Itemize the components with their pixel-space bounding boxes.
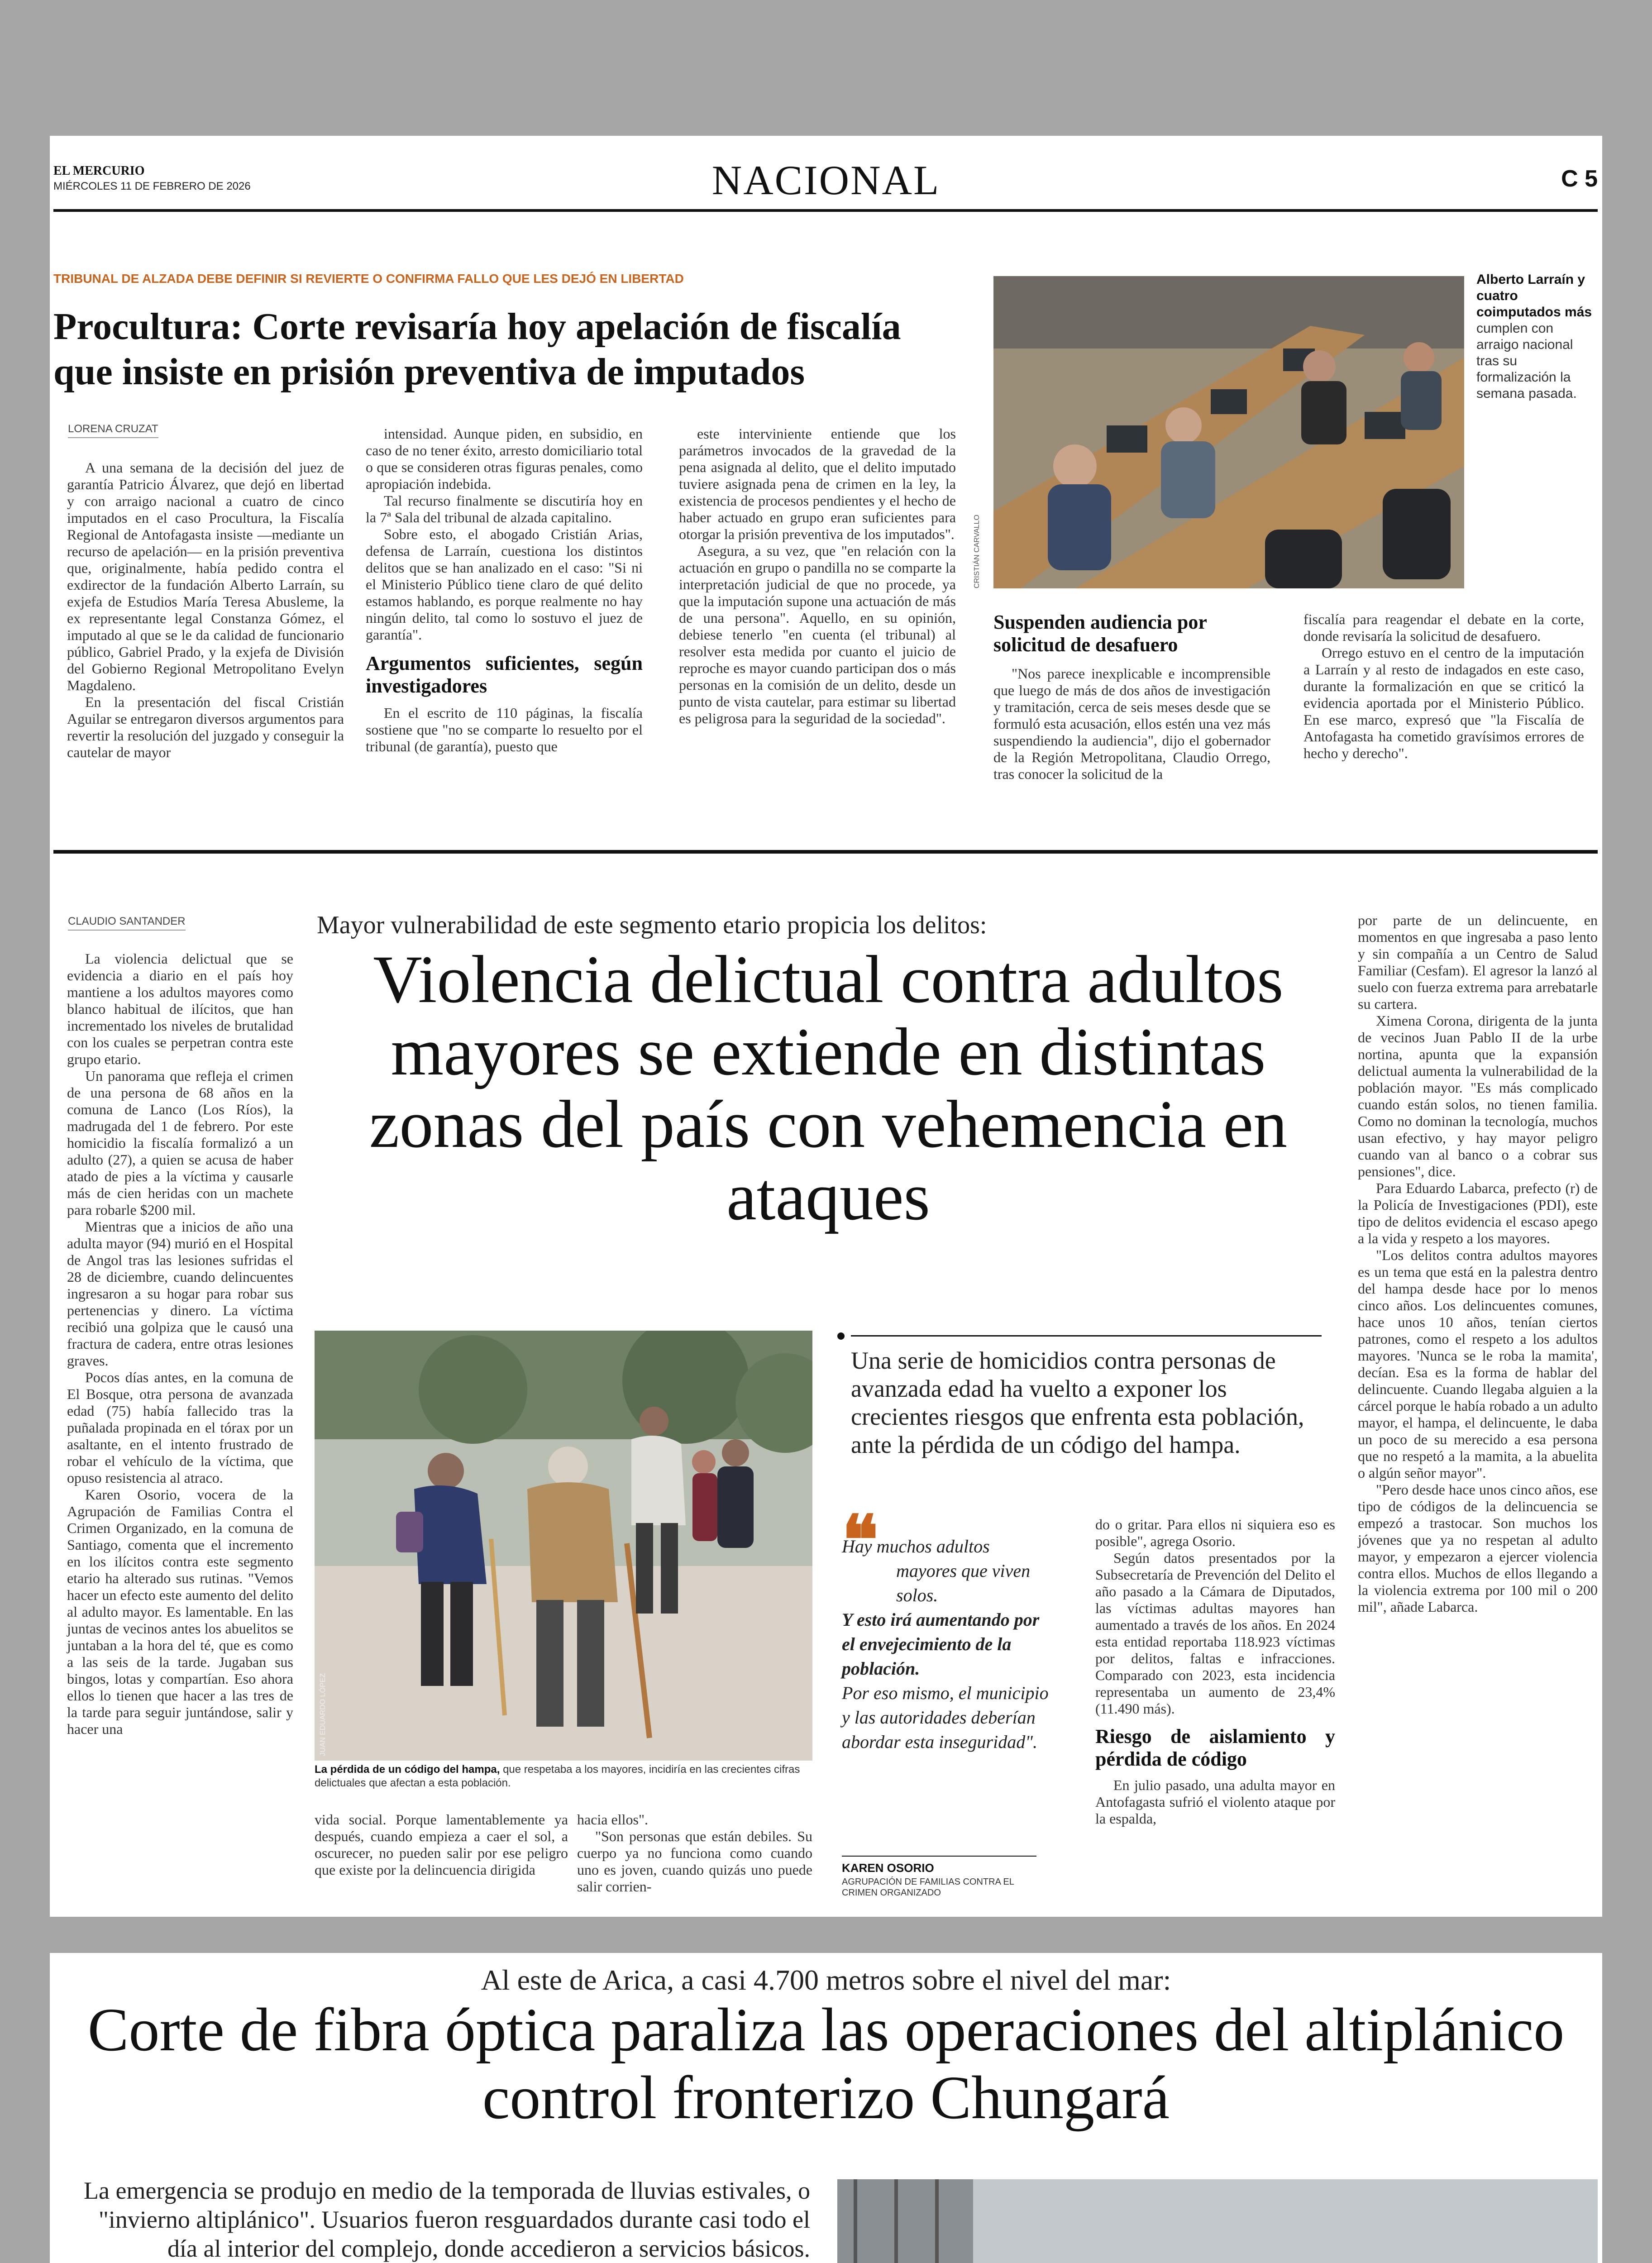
paragraph: Según datos presentados por la Subsecretaría de Prevención del Delito el año pasado a la Cámara de Diputados, las víctimas adultas mayores han aumentado a través de los años. En 2024 esta entidad reportaba 118.923 víctimas por delitos, faltas e infracciones. Comparado con 2023, esta incidencia representaba un aumento de 23,4% (11.490 más).: [1095, 1550, 1335, 1717]
paragraph: por parte de un delincuente, en momentos en que ingresaba a paso lento y sin compañía a un Centro de Salud Familiar (Cesfam). El agresor la lanzó al suelo con fuerza extrema para arrebatarle su cartera.: [1358, 912, 1598, 1012]
paragraph: Ximena Corona, dirigenta de la junta de vecinos Juan Pablo II de la urbe nortina, apunta que la expansión delictual aumenta la vulnerabilidad de la población mayor. "Es más complicado cuando están solos, no tienen familia. Como no dominan la tecnología, muchos usan efectivo, y hay mayor peligro cuando van al banco o a cobrar sus pensiones", dice.: [1358, 1012, 1598, 1179]
article2-subhead: Riesgo de aislamiento y pérdida de código: [1095, 1725, 1335, 1770]
article2-photo: [315, 1331, 812, 1761]
quote-role: AGRUPACIÓN DE FAMILIAS CONTRA EL CRIMEN ORGANIZADO: [842, 1877, 1014, 1898]
article2-col5: [1358, 912, 1598, 1615]
paragraph: Para Eduardo Labarca, prefecto (r) de la Policía de Investigaciones (PDI), este tipo de delitos evidencia el escaso apego a la vida y respeto a los mayores.: [1358, 1180, 1598, 1246]
article2-col1: [67, 950, 293, 1738]
paragraph: En la presentación del fiscal Cristián Aguilar se entregaron diversos argumentos para revertir la resolución del juzgado y conseguir la cautelar de mayor: [67, 694, 344, 760]
paragraph: Orrego estuvo en el centro de la imputación a Larraín y al resto de indagados en este caso, durante la formalización en que se criticó la evidencia aportada por el Ministerio Público. En ese marco, expresó que "la Fiscalía de Antofagasta ha cometido gravísimos errores de hecho y derecho".: [1303, 645, 1584, 761]
paragraph: fiscalía para reagendar el debate en la corte, donde revisaría la solicitud de desafuero.: [1303, 611, 1584, 644]
quote-part-b: Y esto irá aumentando por el envejecimiento de la población.: [842, 1609, 1040, 1679]
article2-bottom-col1: [315, 1811, 568, 1878]
caption-text: que respetaba a los mayores, incidiría en las crecientes cifras delictuales que afectan a esta población.: [315, 1763, 800, 1789]
article2-kicker: Mayor vulnerabilidad de este segmento etario propicia los delitos:: [317, 911, 987, 939]
article1-headline: Procultura: Corte revisaría hoy apelación de fiscalía que insiste en prisión preventiva de imputados: [53, 306, 901, 393]
paragraph: "Pero desde hace unos cinco años, ese tipo de códigos de la delincuencia se empezó a trastocar. Son muchos los jóvenes que ya no respetan al adulto mayor, y empezaron a ejercer violencia contra ellos. Muchos de ellos llegando a la violencia extrema por 100 mil o 200 mil", añade Labarca.: [1358, 1481, 1598, 1615]
quote-author: KAREN OSORIO: [842, 1861, 934, 1875]
article3-photo: [837, 2179, 1598, 2263]
paragraph: Sobre esto, el abogado Cristián Arias, defensa de Larraín, cuestiona los distintos delitos que se han analizado en el caso: "Si ni el Ministerio Público tiene claro de qué delito estamos hablando, es porque realmente no hay ningún delito, tal como lo sostuvo el juez de garantía".: [366, 526, 643, 643]
trucks-snow-illustration: [837, 2179, 1598, 2263]
paragraph: Karen Osorio, vocera de la Agrupación de Familias Contra el Crimen Organizado, en la comuna de Santiago, comenta que el incremento en los ilícitos contra este segmento etario ha alterado sus rutinas. "Vemos hacer un efecto este aumento del delito al adulto mayor. Es lamentable. En las juntas de vecinos antes los abuelitos se juntaban a la hora del té, que es como a las seis de la tarde. Jugaban sus bingos, lotas y compartían. Eso ahora ellos lo tienen que hacer a las tres de la tarde para seguir juntándose, salir y hacer una: [67, 1486, 293, 1737]
quote-part-a: Hay muchos adultos mayores que viven solos.: [842, 1536, 1031, 1605]
quote-part-c: Por eso mismo, el municipio y las autoridades deberían abordar esta inseguridad".: [842, 1683, 1049, 1752]
section-title: NACIONAL: [711, 157, 941, 203]
caption-lead: Alberto Larraín y cuatro coimputados más: [1476, 272, 1592, 320]
article2-col4: [1095, 1516, 1335, 1827]
paragraph: do o gritar. Para ellos ni siquiera eso es posible", agrega Osorio.: [1095, 1516, 1335, 1549]
issue-date: MIÉRCOLES 11 DE FEBRERO DE 2026: [53, 180, 251, 192]
article1-col5: [1303, 611, 1584, 762]
article1-photo-caption: [1476, 272, 1599, 402]
article2-bottom-col2: [577, 1811, 812, 1895]
summary-bullet: [837, 1332, 845, 1340]
paragraph: "Los delitos contra adultos mayores es un tema que está en la palestra dentro del hampa desde hace por lo menos cinco años. Los delincuentes comunes, hace unos 10 años, tenían ciertos patrones, como el respeto a los adultos mayores. 'Nunca se le roba la mamita', decían. Esa es la forma de hablar del delincuente. Cuando llegaba alguien a la cárcel porque le había robado a un adulto mayor, el hampa, el delincuente, le daba un poco de su merecido a esa persona que no respetó a la mamita, a la abuelita o algún señor mayor".: [1358, 1247, 1598, 1481]
paragraph: Un panorama que refleja el crimen de una persona de 68 años en la comuna de Lanco (Los Ríos), la madrugada del 1 de febrero. Por este homicidio la fiscalía formalizó a un adulto (27), a quien se acusa de haber atado de pies a la víctima y causarle más de cien heridas con un machete para robarle $200 mil.: [67, 1068, 293, 1218]
article1-col3: [679, 425, 956, 727]
quote-author-rule: [842, 1856, 1036, 1857]
paragraph: "Son personas que están debiles. Su cuerpo ya no funciona como cuando uno es joven, cuando quizás uno puede salir corrien-: [577, 1828, 812, 1895]
page-frame-gap: [0, 1917, 1652, 1953]
pull-quote: [842, 1534, 1050, 1754]
caption-text: cumplen con arraigo nacional tras su formalización la semana pasada.: [1476, 321, 1577, 401]
elderly-walkers-illustration: [315, 1331, 812, 1761]
paragraph: A una semana de la decisión del juez de garantía Patricio Álvarez, que dejó en libertad y con arraigo nacional a cuatro de cinco imputados en el caso Procultura, la Fiscalía Regional de Antofagasta insiste —mediante un recurso de apelación— en la prisión preventiva que, originalmente, había pedido contra el exdirector de la fundación Alberto Larraín, su exjefa de Estudios María Teresa Abusleme, la ex representante legal Constanza Gómez, el imputado al que se le da calidad de funcionario público, Gabriel Prado, y la exjefa de División del Gobierno Regional Metropolitano Evelyn Magdaleno.: [67, 459, 344, 693]
section-divider: [53, 850, 1598, 854]
article3-summary: La emergencia se produjo en medio de la temporada de lluvias estivales, o "invierno altiplánico". Usuarios fueron resguardados durante casi todo el día al interior del complejo, donde accedieron a servicios básicos.: [84, 2177, 810, 2262]
paragraph: intensidad. Aunque piden, en subsidio, en caso de no tener éxito, arresto domiciliario total o que se consideren otras figuras penales, como apropiación indebida.: [366, 425, 643, 492]
paragraph: "Nos parece inexplicable e incomprensible que luego de más de dos años de investigación y tramitación, cerca de seis meses desde que se formuló esta acusación, ellos estén una vez más suspendiendo la audiencia", dijo el gobernador de la Región Metropolitana, Claudio Orrego, tras conocer la solicitud de la: [993, 665, 1270, 782]
article1-col1: [67, 459, 344, 761]
article1-photo-credit: CRISTIÁN CARVALLO: [973, 514, 981, 588]
article1-byline-wrap: [68, 423, 158, 438]
paragraph: Mientras que a inicios de año una adulta mayor (94) murió en el Hospital de Angol tras las lesiones sufridas el 28 de diciembre, cuando delincuentes ingresaron a su hogar para robar sus pertenencias y dinero. La víctima recibió una golpiza que le causó una fractura de cadera, entre otras lesiones graves.: [67, 1218, 293, 1369]
article3-kicker: Al este de Arica, a casi 4.700 metros sobre el nivel del mar:: [481, 1964, 1171, 1996]
quote-mark-icon: ❝: [842, 1504, 879, 1579]
paragraph: Tal recurso finalmente se discutiría hoy en la 7ª Sala del tribunal de alzada capitalino.: [366, 492, 643, 525]
article2-byline-wrap: [68, 915, 186, 931]
paragraph: En julio pasado, una adulta mayor en Antofagasta sufrió el violento ataque por la espalda,: [1095, 1777, 1335, 1827]
article2-summary: Una serie de homicidios contra personas de avanzada edad ha vuelto a exponer los crecientes riesgos que enfrenta esta población, ante la pérdida de un código del hampa.: [851, 1347, 1304, 1458]
paragraph: este interviniente entiende que los parámetros invocados de la gravedad de la pena asignada al delito, que el delito imputado tuviere asignada pena de crimen en la ley, la existencia de procesos pendientes y el hecho de haber actuado en grupo eran suficientes para otorgar la prisión preventiva de los imputados".: [679, 425, 956, 542]
summary-rule: [851, 1335, 1322, 1337]
page-number: C 5: [1561, 166, 1598, 192]
article1-kicker: TRIBUNAL DE ALZADA DEBE DEFINIR SI REVIERTE O CONFIRMA FALLO QUE LES DEJÓ EN LIBERTAD: [53, 272, 684, 286]
newspaper-name: EL MERCURIO: [53, 164, 145, 178]
paragraph: Pocos días antes, en la comuna de El Bosque, otra persona de avanzada edad (75) había fallecido tras la puñalada propinada en el tórax por un asaltante, en el intento frustrado de robar el vehículo de la víctima, que opuso resistencia al atraco.: [67, 1369, 293, 1486]
paragraph: Asegura, a su vez, que "en relación con la actuación en grupo o pandilla no se comparte la interpretación judicial de que no procede, ya que la imputación supone una actuación de más de una persona". Aquello, en su opinión, debiese tenerlo "en cuenta (el tribunal) al resolver esta medida por cuanto el juicio de reproche es mayor cuando participan dos o más personas en la comisión de un delito, desde un punto de vista cautelar, para estimar su libertad es peligrosa para la seguridad de la sociedad".: [679, 543, 956, 726]
caption-lead: La pérdida de un código del hampa,: [315, 1763, 500, 1776]
paragraph: vida social. Porque lamentablemente ya después, cuando empieza a caer el sol, a oscurecer, no pueden salir por ese peligro que existe por la delincuencia dirigida: [315, 1811, 568, 1878]
article1-col2: [366, 425, 643, 755]
page-frame-top: [0, 0, 1652, 136]
article2-photo-credit: JUAN EDUARDO LÓPEZ: [319, 1673, 327, 1756]
article1-col4: [993, 665, 1270, 783]
paragraph: La violencia delictual que se evidencia a diario en el país hoy mantiene a los adultos mayores como blanco habitual de ilícitos, que han incrementado los niveles de brutalidad con los cuales se perpetran contra este grupo etario.: [67, 950, 293, 1067]
paragraph: En el escrito de 110 páginas, la fiscalía sostiene que "no se comparte lo resuelto por el tribunal (de garantía), puesto que: [366, 705, 643, 754]
article1-byline: LORENA CRUZAT: [68, 423, 158, 438]
article2-photo-caption: [315, 1763, 812, 1790]
article2-byline: CLAUDIO SANTANDER: [68, 915, 186, 931]
article2-headline: Violencia delictual contra adultos mayores se extiende en distintas zonas del país con vehemencia en ataques: [369, 942, 1288, 1234]
article1-subhead1: Argumentos suficientes, según investigadores: [366, 652, 643, 697]
meeting-illustration: [993, 276, 1464, 588]
article1-photo: [993, 276, 1464, 588]
article1-subhead2: Suspenden audiencia por solicitud de desafuero: [993, 611, 1207, 656]
header-rule: [53, 209, 1598, 212]
paragraph: hacia ellos".: [577, 1811, 648, 1828]
article3-headline: Corte de fibra óptica paraliza las operaciones del altiplánico control fronterizo Chungará: [87, 1996, 1565, 2132]
